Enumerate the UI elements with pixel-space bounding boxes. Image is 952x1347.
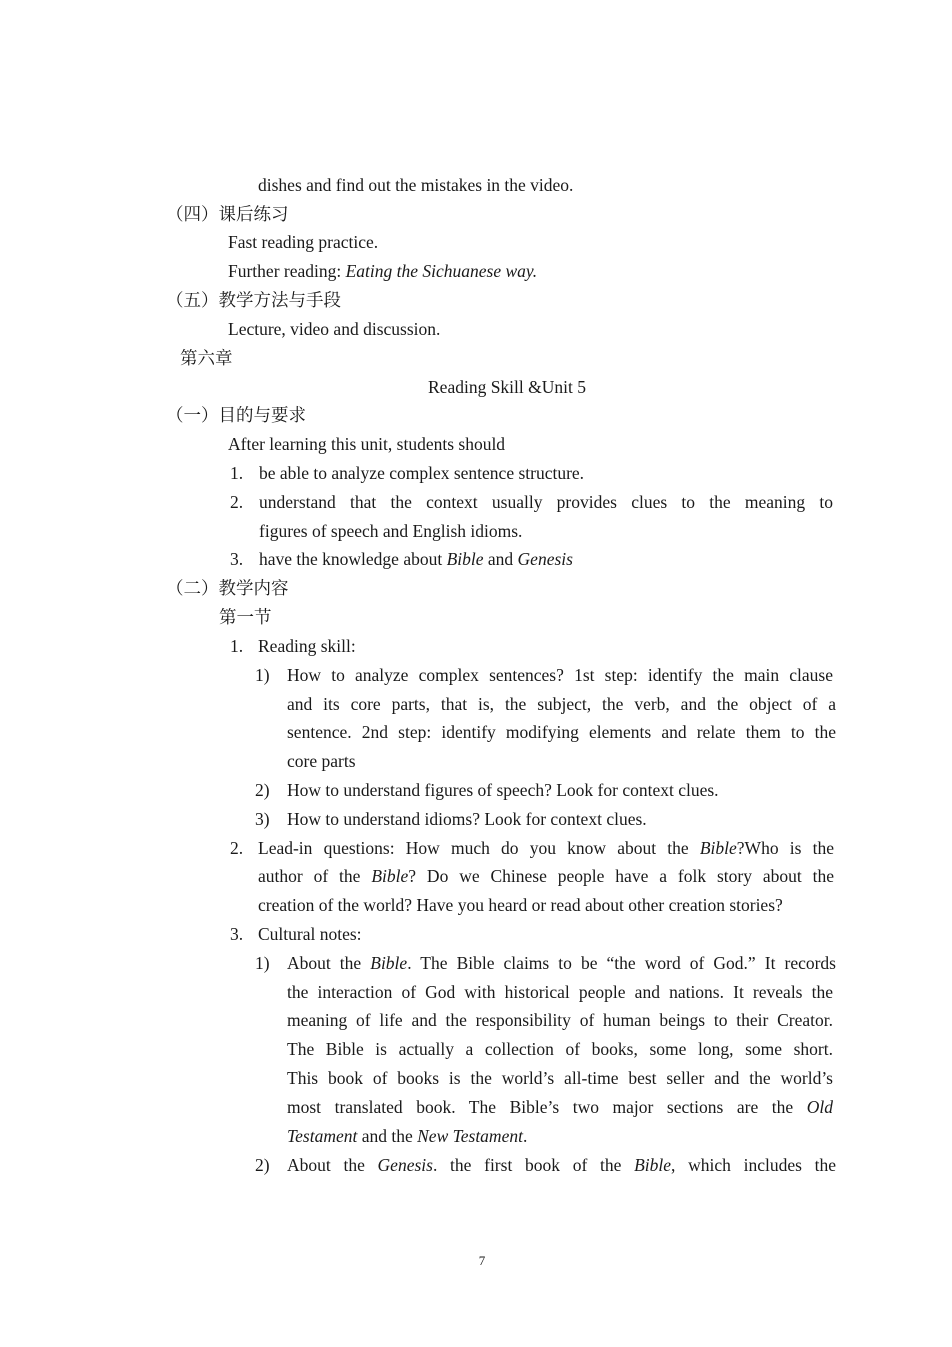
italic-title: Eating the Sichuanese way.	[345, 261, 538, 281]
text-span: . the first book of the	[432, 1155, 635, 1175]
sublist-number: 1)	[255, 665, 270, 685]
page-number: 7	[478, 1253, 486, 1268]
list-item-text	[258, 837, 834, 859]
sublist-item-text: How to analyze complex sentences? 1st step: identify the main clause	[287, 665, 833, 685]
subsection-heading: 第一节	[219, 607, 272, 627]
italic-term: Bible	[634, 1155, 672, 1175]
text-line: Lecture, video and discussion.	[228, 319, 441, 339]
list-number: 3.	[230, 549, 244, 569]
sublist-item-text	[287, 1096, 833, 1118]
section-heading-one: （一）目的与要求	[166, 405, 306, 425]
sublist-number: 3)	[255, 809, 270, 829]
section-heading-five: （五）教学方法与手段	[166, 290, 341, 310]
italic-term: New Testament	[417, 1126, 523, 1146]
list-number: 2.	[230, 838, 244, 858]
sublist-item-text: How to understand figures of speech? Look for context clues.	[287, 780, 719, 800]
italic-term: Bible	[699, 838, 737, 858]
list-item-text	[258, 865, 834, 887]
text-span: , which includes the	[671, 1155, 836, 1175]
sublist-item-text	[287, 952, 836, 974]
list-number: 1.	[230, 636, 244, 656]
text-span: Lead-in questions: How much do you know about the	[258, 838, 700, 858]
text-span: ?Who is the	[736, 838, 834, 858]
text-span: . The Bible claims to be “the word of God.” It records	[407, 953, 836, 973]
text-span: author of the	[258, 866, 372, 886]
list-item-text: be able to analyze complex sentence structure.	[259, 463, 585, 483]
unit-title: Reading Skill &Unit 5	[428, 377, 586, 397]
text-span: and	[483, 549, 518, 569]
text-span: most translated book. The Bible’s two major sections are the	[287, 1097, 807, 1117]
text-span: and the	[357, 1126, 418, 1146]
list-number: 1.	[230, 463, 244, 483]
sublist-item-text: meaning of life and the responsibility of human beings to their Creator.	[287, 1010, 833, 1030]
list-item-text: understand that the context usually provides clues to the meaning to	[259, 492, 833, 512]
list-item-text: Reading skill:	[258, 636, 356, 656]
italic-term: Genesis	[377, 1155, 433, 1175]
text-line: Fast reading practice.	[228, 232, 379, 252]
chapter-heading: 第六章	[180, 348, 233, 368]
italic-term: Genesis	[517, 549, 573, 569]
sublist-number: 2)	[255, 1155, 270, 1175]
sublist-item-text: This book of books is the world’s all-time best seller and the world’s	[287, 1068, 833, 1088]
list-number: 3.	[230, 924, 244, 944]
text-span: About the	[287, 953, 371, 973]
text-line: After learning this unit, students should	[228, 434, 506, 454]
list-item-text	[259, 548, 573, 570]
sublist-number: 1)	[255, 953, 270, 973]
section-heading-four: （四）课后练习	[166, 204, 289, 224]
text-span: .	[522, 1126, 528, 1146]
text-span: have the knowledge about	[259, 549, 447, 569]
sublist-item-text: The Bible is actually a collection of books, some long, some short.	[287, 1039, 833, 1059]
italic-term: Bible	[371, 866, 409, 886]
section-heading-two: （二）教学内容	[166, 578, 289, 598]
sublist-number: 2)	[255, 780, 270, 800]
text-span: About the	[287, 1155, 378, 1175]
sublist-item-text: and its core parts, that is, the subject, the verb, and the object of a	[287, 694, 836, 714]
list-item-text: Cultural notes:	[258, 924, 362, 944]
list-item-text: creation of the world? Have you heard or read about other creation stories?	[258, 895, 783, 915]
sublist-item-text: sentence. 2nd step: identify modifying elements and relate them to the	[287, 722, 836, 742]
sublist-item-text	[287, 1154, 836, 1176]
text-span: ? Do we Chinese people have a folk story about the	[408, 866, 835, 886]
italic-term: Old	[806, 1097, 833, 1117]
italic-term: Testament	[287, 1126, 358, 1146]
italic-term: Bible	[446, 549, 484, 569]
sublist-item-text: How to understand idioms? Look for context clues.	[287, 809, 647, 829]
sublist-item-text: the interaction of God with historical people and nations. It reveals the	[287, 982, 833, 1002]
text-line: dishes and find out the mistakes in the video.	[258, 175, 574, 195]
sublist-item-text	[287, 1125, 527, 1147]
text-line	[228, 260, 537, 282]
list-item-text: figures of speech and English idioms.	[259, 521, 523, 541]
sublist-item-text: core parts	[287, 751, 356, 771]
italic-term: Bible	[370, 953, 408, 973]
text-span: Further reading:	[228, 261, 346, 281]
list-number: 2.	[230, 492, 244, 512]
